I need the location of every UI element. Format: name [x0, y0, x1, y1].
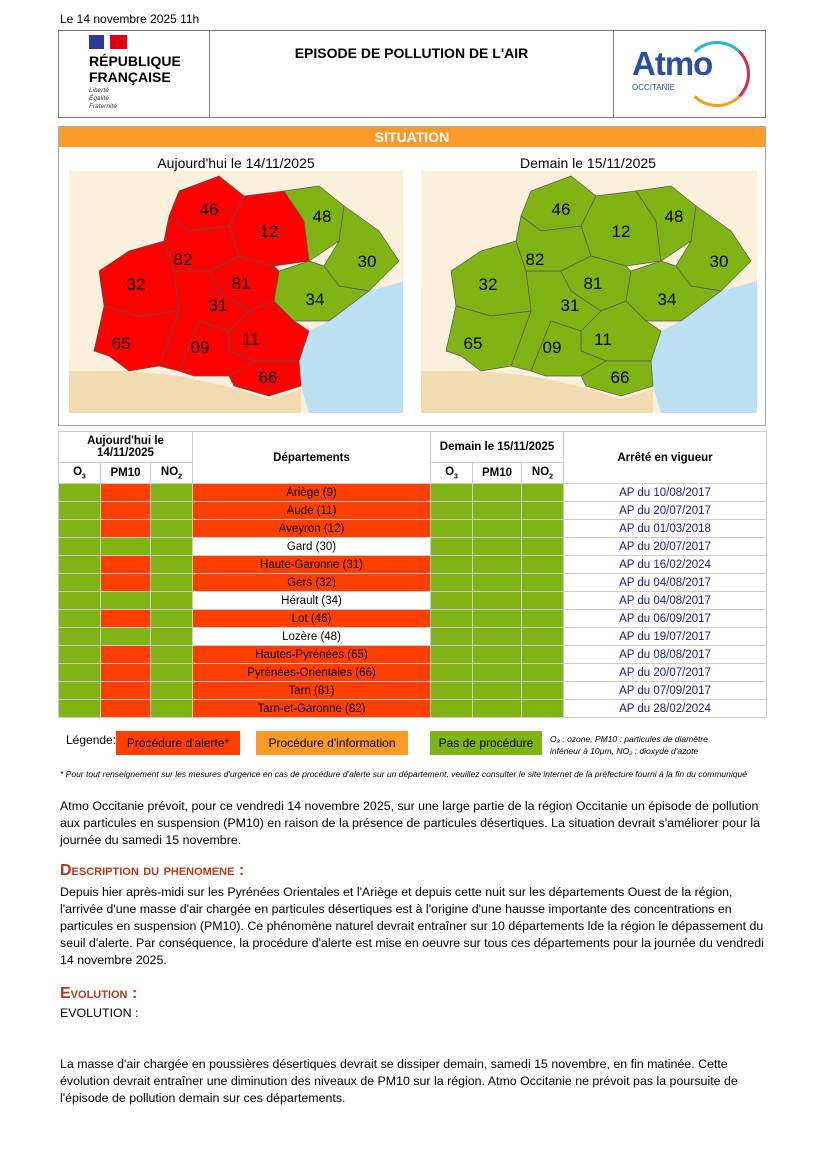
evolution-title: Evolution :	[60, 985, 138, 1002]
arrete-link[interactable]: AP du 28/02/2024	[564, 700, 767, 718]
tomorrow-level-cell	[522, 538, 564, 556]
rf-line2: FRANÇAISE	[89, 69, 171, 85]
arrete-link[interactable]: AP du 06/09/2017	[564, 610, 767, 628]
dept-label-09: 09	[542, 338, 562, 357]
dept-label-82: 82	[525, 250, 545, 269]
arrete-link[interactable]: AP du 08/08/2017	[564, 646, 767, 664]
tomorrow-level-cell	[473, 646, 522, 664]
table-row	[59, 700, 767, 718]
table-row	[59, 664, 767, 682]
situation-title: SITUATION	[59, 127, 765, 147]
devise-1: Liberté	[89, 87, 109, 94]
republique-francaise-logo	[59, 31, 210, 117]
tomorrow-level-cell	[522, 502, 564, 520]
today-level-cell	[151, 700, 193, 718]
today-level-cell	[151, 574, 193, 592]
tomorrow-level-cell	[522, 520, 564, 538]
today-map	[69, 171, 403, 413]
document-title: EPISODE DE POLLUTION DE L'AIR	[210, 31, 614, 117]
description-text: Depuis hier après-midi sur les Pyrénées Orientales et l'Ariège et depuis cette nuit sur les départements Ouest de la région, l'arrivée d'une masse d'air chargée en particules désertiques est à l'origine d'une hausse importante des concentrations en particules en suspension (PM10). Ce phénomène naturel devrait entraîner sur 10 départements lde la région le dépassement du seuil d'alerte. Par conséquence, la procédure d'alerte est mise en oeuvre sur tous ces départements pour la journée du vendredi 14 novembre 2025.	[60, 885, 764, 967]
pollutant-header: PM10	[101, 463, 151, 484]
tomorrow-level-cell	[431, 502, 473, 520]
table-row	[59, 484, 767, 502]
dept-label-11: 11	[242, 330, 260, 349]
tomorrow-level-cell	[522, 610, 564, 628]
today-level-cell	[59, 592, 101, 610]
table-row	[59, 646, 767, 664]
dept-header: Départements	[193, 432, 431, 484]
tomorrow-level-cell	[522, 646, 564, 664]
tomorrow-map	[421, 171, 757, 413]
arrete-link[interactable]: AP du 07/09/2017	[564, 682, 767, 700]
today-level-cell	[101, 664, 151, 682]
tomorrow-level-cell	[431, 592, 473, 610]
today-level-cell	[151, 610, 193, 628]
dept-cell: Gers (32)	[193, 574, 431, 592]
description-title: Description du phenomene :	[60, 862, 245, 879]
dept-label-48: 48	[312, 207, 332, 226]
dept-label-34: 34	[305, 290, 325, 309]
today-level-cell	[59, 520, 101, 538]
dept-label-65: 65	[111, 334, 131, 353]
today-level-cell	[101, 682, 151, 700]
dept-label-34: 34	[657, 290, 677, 309]
today-level-cell	[101, 538, 151, 556]
dept-label-81: 81	[231, 274, 251, 293]
arrete-link[interactable]: AP du 04/08/2017	[564, 592, 767, 610]
dept-cell: Aude (11)	[193, 502, 431, 520]
marianne-flag-icon	[89, 35, 127, 49]
legend-label: Légende:	[66, 733, 117, 747]
today-header: Aujourd'hui le 14/11/2025	[59, 432, 193, 463]
dept-cell: Pyrénées-Orientales (66)	[193, 664, 431, 682]
today-level-cell	[151, 538, 193, 556]
tomorrow-level-cell	[473, 664, 522, 682]
arrete-header: Arrêté en vigueur	[564, 432, 767, 484]
pollutant-header: PM10	[473, 463, 522, 484]
dept-label-30: 30	[357, 252, 377, 271]
tomorrow-level-cell	[431, 700, 473, 718]
tomorrow-map-label: Demain le 15/11/2025	[520, 155, 656, 171]
dept-label-46: 46	[551, 200, 571, 219]
devise-3: Fraternité	[89, 103, 117, 110]
arrete-link[interactable]: AP du 01/03/2018	[564, 520, 767, 538]
departments-table	[58, 431, 767, 718]
intro-paragraph: Atmo Occitanie prévoit, pour ce vendredi 14 novembre 2025, sur une large partie de la région Occitanie un épisode de pollution aux particules en suspension (PM10) en raison de la présence de particules désertiques. La situation devrait s'améliorer pour la journée du samedi 15 novembre.	[60, 799, 761, 847]
arrete-link[interactable]: AP du 10/08/2017	[564, 484, 767, 502]
arrete-link[interactable]: AP du 16/02/2024	[564, 556, 767, 574]
tomorrow-level-cell	[431, 520, 473, 538]
dept-label-81: 81	[583, 274, 603, 293]
today-level-cell	[151, 646, 193, 664]
today-level-cell	[101, 628, 151, 646]
today-level-cell	[59, 556, 101, 574]
today-level-cell	[101, 592, 151, 610]
table-row	[59, 502, 767, 520]
today-map-label: Aujourd'hui le 14/11/2025	[157, 155, 315, 171]
table-row	[59, 556, 767, 574]
tomorrow-level-cell	[431, 682, 473, 700]
tomorrow-level-cell	[431, 538, 473, 556]
arrete-link[interactable]: AP du 19/07/2017	[564, 628, 767, 646]
legend-none: Pas de procédure	[430, 731, 542, 755]
dept-label-30: 30	[709, 252, 729, 271]
today-level-cell	[59, 664, 101, 682]
tomorrow-level-cell	[473, 682, 522, 700]
legend-alert: Procédure d'alerte*	[116, 731, 240, 755]
today-level-cell	[59, 628, 101, 646]
tomorrow-level-cell	[431, 628, 473, 646]
tomorrow-level-cell	[473, 556, 522, 574]
tomorrow-level-cell	[473, 592, 522, 610]
tomorrow-level-cell	[522, 484, 564, 502]
tomorrow-level-cell	[431, 610, 473, 628]
rf-line1: RÉPUBLIQUE	[89, 53, 181, 69]
dept-label-66: 66	[258, 368, 278, 387]
dept-label-31: 31	[560, 296, 580, 315]
dept-label-66: 66	[610, 368, 630, 387]
today-level-cell	[151, 520, 193, 538]
arrete-link[interactable]: AP du 20/07/2017	[564, 538, 767, 556]
today-level-cell	[59, 538, 101, 556]
today-level-cell	[151, 682, 193, 700]
dept-label-12: 12	[611, 222, 631, 241]
tomorrow-header: Demain le 15/11/2025	[431, 432, 564, 463]
evolution-text: La masse d'air chargée en poussières désertiques devrait se dissiper demain, samedi 15 novembre, en fin matinée. Cette évolution devrait entraîner une diminution des niveaux de PM10 sur la région. Atmo Occitanie ne prévoit pas la poursuite de l'épisode de pollution demain sur ces départements.	[60, 1057, 738, 1105]
tomorrow-level-cell	[522, 664, 564, 682]
today-level-cell	[101, 610, 151, 628]
today-level-cell	[101, 700, 151, 718]
today-level-cell	[151, 484, 193, 502]
today-level-cell	[59, 682, 101, 700]
today-level-cell	[59, 574, 101, 592]
dept-cell: Hérault (34)	[193, 592, 431, 610]
today-level-cell	[101, 646, 151, 664]
today-level-cell	[59, 700, 101, 718]
tomorrow-level-cell	[522, 556, 564, 574]
dept-cell: Tarn (81)	[193, 682, 431, 700]
dept-label-32: 32	[478, 275, 498, 294]
dept-cell: Tarn-et-Garonne (82)	[193, 700, 431, 718]
today-level-cell	[101, 520, 151, 538]
tomorrow-level-cell	[431, 646, 473, 664]
evolution-sub: EVOLUTION :	[60, 1006, 139, 1020]
tomorrow-level-cell	[522, 592, 564, 610]
tomorrow-level-cell	[473, 520, 522, 538]
dept-cell: Aveyron (12)	[193, 520, 431, 538]
table-row	[59, 592, 767, 610]
table-row	[59, 538, 767, 556]
today-level-cell	[59, 646, 101, 664]
dept-label-48: 48	[664, 207, 684, 226]
today-level-cell	[151, 628, 193, 646]
table-row	[59, 520, 767, 538]
dept-label-32: 32	[126, 275, 146, 294]
arrete-link[interactable]: AP du 20/07/2017	[564, 664, 767, 682]
tomorrow-level-cell	[431, 664, 473, 682]
atmo-wordmark: Atmo	[632, 45, 713, 82]
today-level-cell	[151, 502, 193, 520]
today-level-cell	[151, 556, 193, 574]
footnote: * Pour tout renseignement sur les mesures d'urgence en cas de procédure d'alerte sur un département, veuillez consulter le site internet de la préfecture fourni à la fin du communiqué	[60, 769, 747, 779]
dept-label-12: 12	[259, 222, 279, 241]
today-level-cell	[151, 664, 193, 682]
pollutant-header: $O_3$	[431, 463, 473, 484]
tomorrow-level-cell	[431, 484, 473, 502]
report-date: Le 14 novembre 2025 11h	[60, 12, 200, 26]
legend-note-1: O₃ : ozone, PM10 : particules de diamètre	[550, 734, 708, 744]
tomorrow-level-cell	[473, 484, 522, 502]
table-row	[59, 628, 767, 646]
table-row	[59, 610, 767, 628]
arrete-link[interactable]: AP du 04/08/2017	[564, 574, 767, 592]
today-level-cell	[59, 502, 101, 520]
today-level-cell	[151, 592, 193, 610]
dept-cell: Lozère (48)	[193, 628, 431, 646]
today-level-cell	[101, 556, 151, 574]
dept-label-82: 82	[173, 250, 193, 269]
dept-label-65: 65	[463, 334, 483, 353]
tomorrow-level-cell	[431, 574, 473, 592]
today-level-cell	[59, 484, 101, 502]
dept-label-46: 46	[199, 200, 219, 219]
table-row	[59, 682, 767, 700]
today-level-cell	[59, 610, 101, 628]
tomorrow-level-cell	[473, 574, 522, 592]
dept-cell: Gard (30)	[193, 538, 431, 556]
dept-label-09: 09	[190, 338, 210, 357]
legend-info: Procédure d'information	[256, 731, 408, 755]
today-level-cell	[101, 574, 151, 592]
dept-cell: Lot (46)	[193, 610, 431, 628]
tomorrow-level-cell	[522, 700, 564, 718]
tomorrow-level-cell	[522, 682, 564, 700]
tomorrow-level-cell	[473, 628, 522, 646]
dept-cell: Ariège (9)	[193, 484, 431, 502]
arrete-link[interactable]: AP du 20/07/2017	[564, 502, 767, 520]
dept-cell: Haute-Garonne (31)	[193, 556, 431, 574]
today-level-cell	[101, 502, 151, 520]
tomorrow-level-cell	[473, 700, 522, 718]
table-row	[59, 574, 767, 592]
tomorrow-level-cell	[473, 502, 522, 520]
tomorrow-level-cell	[473, 610, 522, 628]
pollutant-header: $NO_2$	[151, 463, 193, 484]
header	[58, 30, 766, 118]
tomorrow-level-cell	[522, 574, 564, 592]
pollutant-header: $O_3$	[59, 463, 101, 484]
situation-panel	[58, 126, 766, 426]
tomorrow-level-cell	[473, 538, 522, 556]
atmo-logo	[614, 31, 765, 117]
atmo-sub: OCCITANIE	[632, 83, 675, 92]
tomorrow-level-cell	[431, 556, 473, 574]
tomorrow-level-cell	[522, 628, 564, 646]
dept-label-31: 31	[208, 296, 228, 315]
today-level-cell	[101, 484, 151, 502]
pollutant-header: $NO_2$	[522, 463, 564, 484]
dept-label-11: 11	[594, 330, 612, 349]
legend-note-2: inférieur à 10µm, NO₂ : dioxyde d'azote	[550, 746, 699, 756]
dept-cell: Hautes-Pyrénées (65)	[193, 646, 431, 664]
devise-2: Égalité	[89, 95, 109, 102]
